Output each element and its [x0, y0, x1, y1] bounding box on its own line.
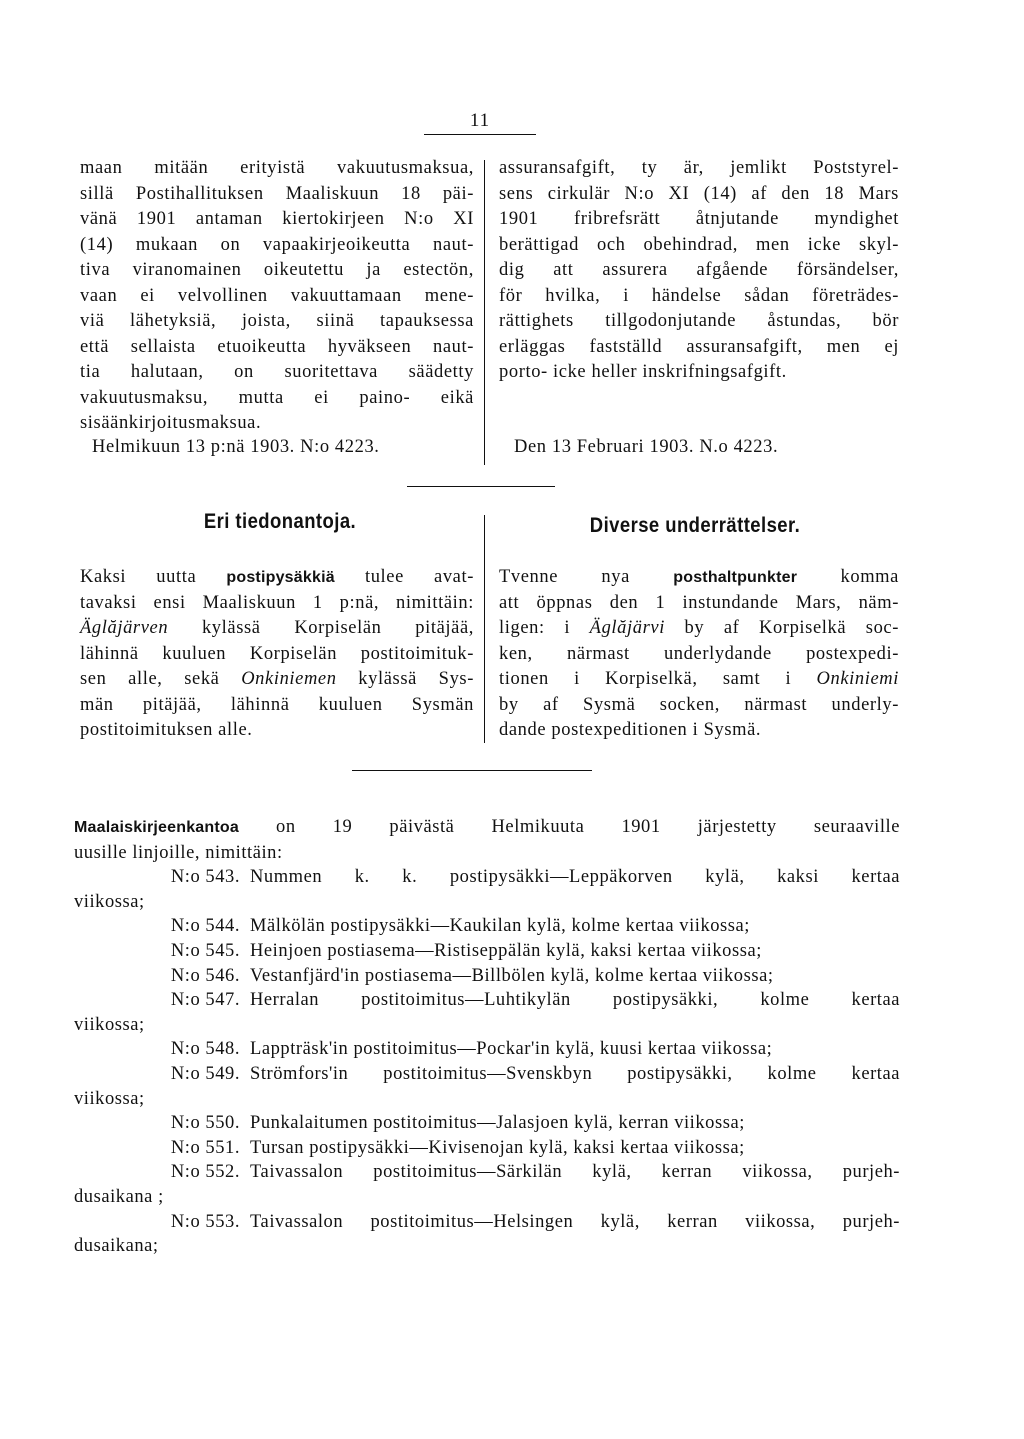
- mid-right-article: [499, 565, 899, 744]
- route-number: N:o 547.: [170, 990, 240, 1011]
- text-line: sillä Postihallituksen Maaliskuun 18 päi-: [80, 183, 474, 204]
- text-line: postitoimituksen alle.: [80, 720, 253, 740]
- text-line: assuransafgift, ty är, jemlikt Poststyrel-: [499, 158, 899, 178]
- route-description: Nummen k. k. postipysäkki—Leppäkorven kylä, kaksi kertaa: [250, 867, 900, 888]
- route-number: N:o 546.: [170, 965, 240, 986]
- mid-left-article: [80, 565, 474, 744]
- text-line: att öppnas den 1 instundande Mars, näm-: [499, 592, 899, 613]
- route-entry: [74, 1210, 900, 1235]
- route-number: N:o 551.: [170, 1137, 240, 1158]
- route-entry: [74, 1037, 900, 1062]
- top-right-article: [499, 156, 899, 386]
- section-heading-swedish: Diverse underrättelser.: [589, 514, 801, 537]
- text-line: Kaksi uutta postipysäkkiä tulee avat-: [80, 567, 474, 587]
- text-line: erläggas fastställd assuransafgift, men ej: [499, 336, 899, 357]
- route-description: Tursan postipysäkki—Kivisenojan kylä, kaksi kertaa viikossa;: [250, 1137, 745, 1158]
- text-line: lähinnä kuuluen Korpiselän postitoimituk-: [80, 643, 474, 664]
- route-entry: [74, 1062, 900, 1087]
- text-line: ligen: i Äglăjärvi by af Korpiselkä soc-: [499, 618, 899, 638]
- column-divider: [484, 160, 485, 465]
- route-description: Mälkölän postipysäkki—Kaukilan kylä, kolme kertaa viikossa;: [250, 916, 750, 937]
- text-line: ken, närmast underlydande postexpedi-: [499, 643, 899, 664]
- route-entry: [74, 914, 900, 939]
- text-line: by af Sysmä socken, närmast underly-: [499, 694, 899, 715]
- section-divider: [407, 486, 555, 487]
- route-number: N:o 549.: [170, 1063, 240, 1084]
- section-heading-finnish: Eri tiedonantoja.: [203, 510, 357, 533]
- route-continuation: dusaikana;: [74, 1236, 159, 1257]
- text-line: vakuutusmaksu, mutta ei paino- eikä: [80, 387, 474, 408]
- text-line: tia halutaan, on suoritettava säädetty: [80, 362, 474, 382]
- route-entry: [74, 988, 900, 1013]
- route-number: N:o 553.: [170, 1211, 240, 1232]
- text-line: Äglăjärven kylässä Korpiselän pitäjää,: [80, 618, 474, 638]
- route-entry: [74, 939, 900, 964]
- text-line: että sellaista etuoikeutta hyväkseen naut-: [80, 336, 474, 357]
- route-entry: [74, 964, 900, 989]
- text-line: tavaksi ensi Maaliskuun 1 p:nä, nimittäin:: [80, 592, 474, 613]
- route-description: Lappträsk'in postitoimitus—Pockar'in kylä, kuusi kertaa viikossa;: [250, 1039, 773, 1060]
- route-continuation: viikossa;: [74, 1014, 145, 1035]
- text-line: berättigad och obehindrad, men icke skyl-: [499, 234, 899, 255]
- routes-intro: Maalaiskirjeenkantoa on 19 päivästä Helmikuuta 1901 järjestetty seuraaville: [74, 817, 900, 837]
- route-number: N:o 548.: [170, 1039, 240, 1060]
- text-line: maan mitään erityistä vakuutusmaksua,: [80, 158, 474, 178]
- section-divider: [352, 770, 592, 771]
- top-left-dateline: Helmikuun 13 p:nä 1903. N:o 4223.: [92, 437, 380, 457]
- text-line: dig att assurera afgående försändelser,: [499, 260, 899, 280]
- route-number: N:o 550.: [170, 1113, 240, 1134]
- route-entry: [74, 1160, 900, 1185]
- top-left-article: [80, 156, 474, 437]
- route-continuation: viikossa;: [74, 1088, 145, 1109]
- routes-intro-cont: uusille linjoille, nimittäin:: [74, 842, 283, 863]
- rural-mail-routes: [74, 815, 900, 1259]
- text-line: tiva viranomainen oikeutettu ja estectön,: [80, 260, 474, 280]
- text-line: män pitäjää, lähinnä kuuluen Sysmän: [80, 694, 474, 715]
- text-line: Tvenne nya posthaltpunkter komma: [499, 567, 899, 587]
- text-line: sens cirkulär N:o XI (14) af den 18 Mars: [499, 183, 899, 204]
- text-line: för hvilka, i händelse sådan företrädes-: [499, 285, 899, 306]
- route-number: N:o 544.: [170, 916, 240, 937]
- route-entry: [74, 865, 900, 890]
- top-right-dateline: Den 13 Februari 1903. N.o 4223.: [514, 437, 779, 457]
- text-line: vaan ei velvollinen vakuuttamaan mene-: [80, 285, 474, 306]
- route-entry: [74, 1136, 900, 1161]
- route-number: N:o 552.: [170, 1162, 240, 1183]
- text-line: sen alle, sekä Onkiniemen kylässä Sys-: [80, 669, 474, 689]
- route-description: Vestanfjärd'in postiasema—Billbölen kylä, kolme kertaa viikossa;: [250, 965, 774, 986]
- text-line: sisäänkirjoitusmaksua.: [80, 413, 262, 433]
- text-line: vänä 1901 antaman kiertokirjeen N:o XI: [80, 209, 474, 229]
- route-description: Herralan postitoimitus—Luhtikylän postipysäkki, kolme kertaa: [250, 990, 900, 1011]
- route-description: Taivassalon postitoimitus—Helsingen kylä, kerran viikossa, purjeh-: [250, 1211, 900, 1232]
- route-description: Heinjoen postiasema—Ristiseppälän kylä, kaksi kertaa viikossa;: [250, 940, 762, 961]
- route-continuation: dusaikana ;: [74, 1186, 164, 1207]
- text-line: viä lähetyksiä, joista, siinä tapauksessa: [80, 311, 474, 331]
- route-description: Punkalaitumen postitoimitus—Jalasjoen kylä, kerran viikossa;: [250, 1113, 745, 1134]
- text-line: (14) mukaan on vapaakirjeoikeutta naut-: [80, 234, 474, 255]
- text-line: dande postexpeditionen i Sysmä.: [499, 720, 762, 740]
- text-line: porto- icke heller inskrifningsafgift.: [499, 362, 787, 382]
- route-description: Strömfors'in postitoimitus—Svenskbyn postipysäkki, kolme kertaa: [250, 1063, 900, 1084]
- route-continuation: viikossa;: [74, 891, 145, 912]
- route-number: N:o 543.: [170, 867, 240, 888]
- text-line: 1901 fribrefsrätt åtnjutande myndighet: [499, 209, 899, 229]
- text-line: rättighets tillgodonjutande åstundas, bör: [499, 311, 899, 331]
- route-description: Taivassalon postitoimitus—Särkilän kylä, kerran viikossa, purjeh-: [250, 1162, 900, 1183]
- route-number: N:o 545.: [170, 940, 240, 961]
- page-number: 11: [424, 110, 536, 135]
- text-line: tionen i Korpiselkä, samt i Onkiniemi: [499, 669, 899, 689]
- column-divider: [484, 515, 485, 743]
- route-entry: [74, 1111, 900, 1136]
